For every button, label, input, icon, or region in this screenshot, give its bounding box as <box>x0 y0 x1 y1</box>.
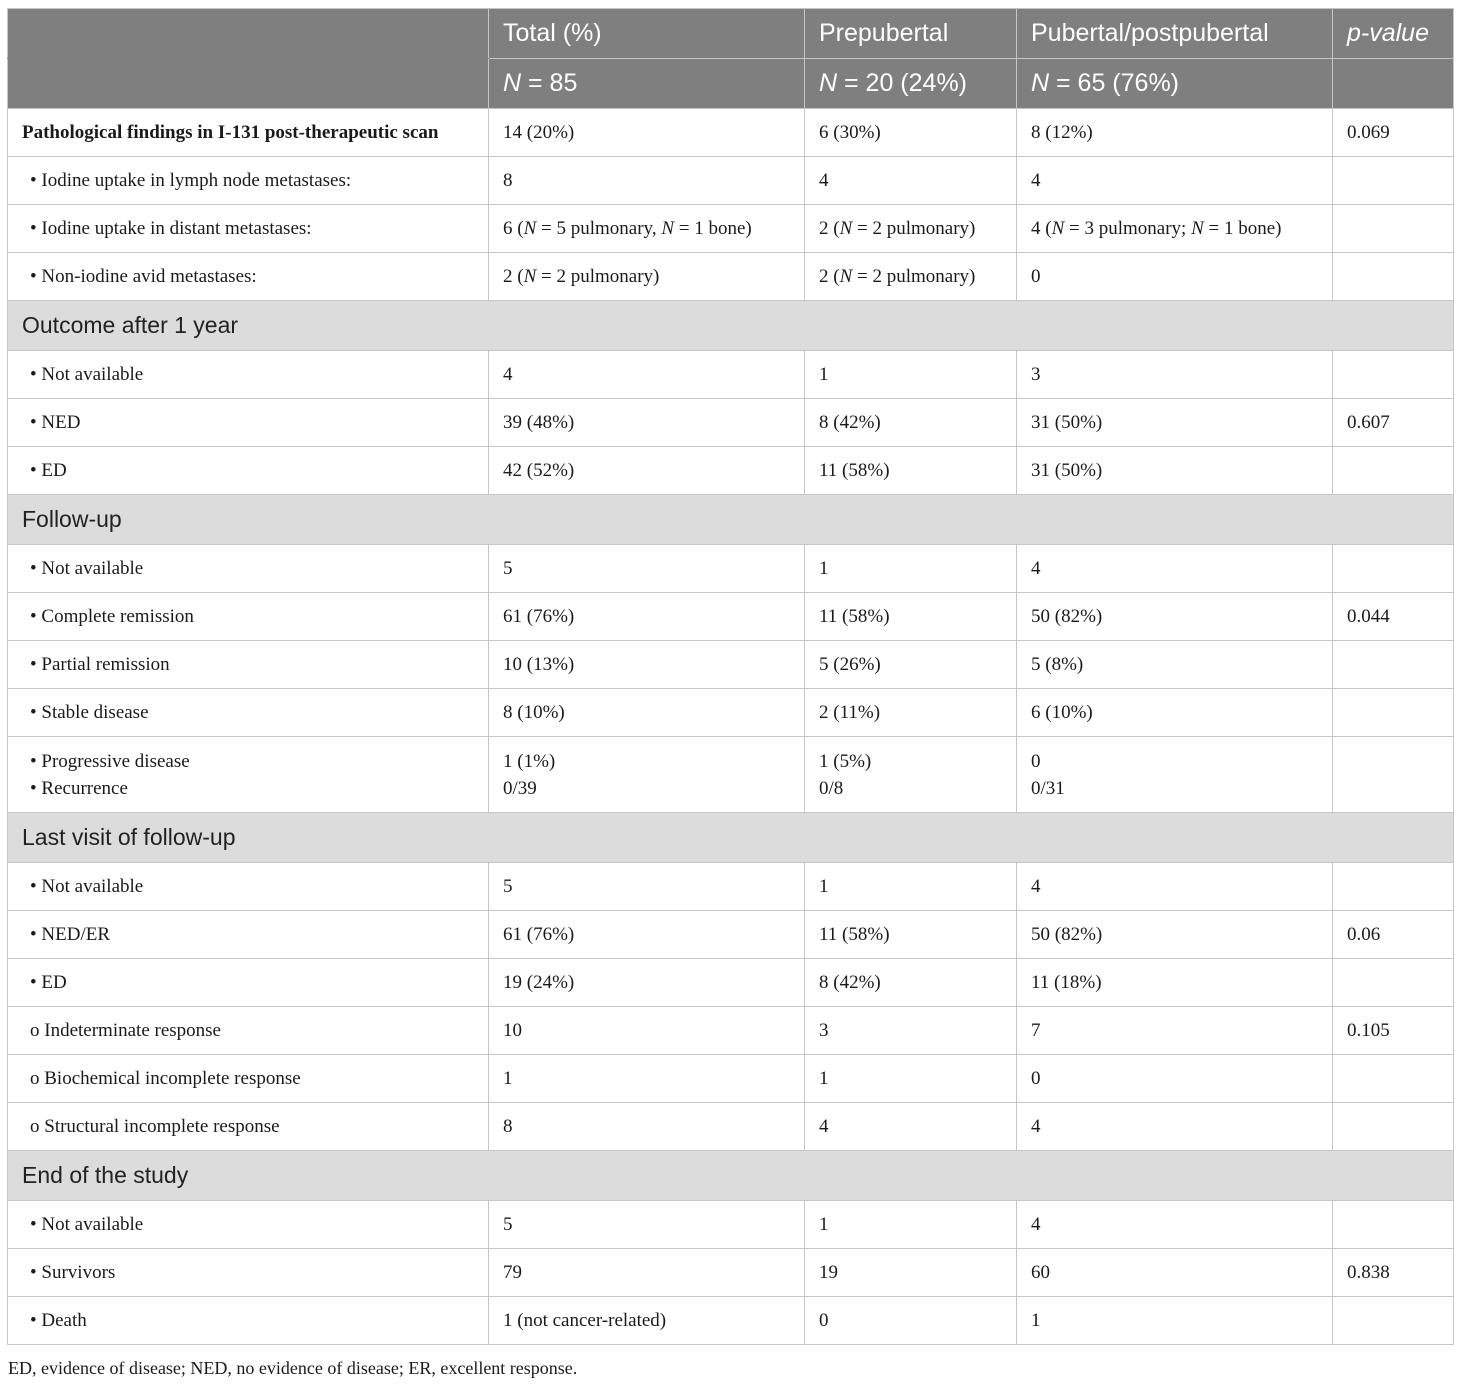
row-label <box>8 351 489 399</box>
cell-pvalue <box>1333 1297 1454 1345</box>
cell-pvalue <box>1333 863 1454 911</box>
row-label <box>8 911 489 959</box>
row-label-text: • Not available <box>30 875 144 897</box>
cell-prepubertal: 4 <box>805 1103 1017 1151</box>
row-label <box>8 1103 489 1151</box>
section-title: Outcome after 1 year <box>8 301 1454 351</box>
row-label-text: • ED <box>30 971 67 993</box>
header-pubertal-n: N = 65 (76%) <box>1017 59 1333 109</box>
cell-prepubertal: 19 <box>805 1249 1017 1297</box>
cell-prepubertal: 1 <box>805 351 1017 399</box>
cell-prepubertal: 11 (58%) <box>805 593 1017 641</box>
row-label-text-2: • Recurrence <box>30 777 128 799</box>
cell-prepubertal <box>805 737 1017 813</box>
row-label: Pathological findings in I-131 post-therapeutic scan <box>8 109 489 157</box>
section-title: End of the study <box>8 1151 1454 1201</box>
cell-pubertal: 4 (N = 3 pulmonary; N = 1 bone) <box>1017 205 1333 253</box>
table-row <box>8 157 1454 205</box>
table-row <box>8 1103 1454 1151</box>
cell-pvalue: 0.069 <box>1333 109 1454 157</box>
row-label-text: • Survivors <box>30 1261 116 1283</box>
cell-prepubertal: 11 (58%) <box>805 447 1017 495</box>
cell-prepubertal: 1 <box>805 545 1017 593</box>
cell-total-line1: 1 (1%) <box>503 750 556 772</box>
row-label-text: • Partial remission <box>30 653 170 675</box>
table-row <box>8 351 1454 399</box>
cell-pvalue <box>1333 545 1454 593</box>
cell-prepubertal: 4 <box>805 157 1017 205</box>
table-row <box>8 593 1454 641</box>
table-row <box>8 863 1454 911</box>
table-body <box>8 109 1454 1345</box>
header-total-n: N = 85 <box>489 59 805 109</box>
cell-pubertal: 4 <box>1017 863 1333 911</box>
row-label <box>8 641 489 689</box>
header-row-titles <box>8 9 1454 59</box>
cell-prepubertal: 6 (30%) <box>805 109 1017 157</box>
row-label <box>8 399 489 447</box>
row-label <box>8 737 489 813</box>
table-row <box>8 1055 1454 1103</box>
cell-total: 1 <box>489 1055 805 1103</box>
cell-pvalue: 0.06 <box>1333 911 1454 959</box>
cell-pvalue <box>1333 959 1454 1007</box>
cell-prepubertal: 5 (26%) <box>805 641 1017 689</box>
header-prepubertal-n: N = 20 (24%) <box>805 59 1017 109</box>
table-row <box>8 1297 1454 1345</box>
header-blank <box>8 9 489 59</box>
cell-pubertal: 0 <box>1017 253 1333 301</box>
row-label-text: • Iodine uptake in distant metastases: <box>30 217 312 239</box>
cell-prepubertal: 8 (42%) <box>805 959 1017 1007</box>
header-pvalue <box>1333 9 1454 59</box>
cell-pubertal <box>1017 737 1333 813</box>
cell-total: 5 <box>489 545 805 593</box>
cell-prepubertal: 1 <box>805 863 1017 911</box>
row-label-text: o Indeterminate response <box>30 1019 221 1041</box>
row-label-text: • ED <box>30 459 67 481</box>
cell-total: 2 (N = 2 pulmonary) <box>489 253 805 301</box>
table-row <box>8 1201 1454 1249</box>
cell-pubertal: 60 <box>1017 1249 1333 1297</box>
cell-pvalue: 0.044 <box>1333 593 1454 641</box>
cell-total: 5 <box>489 1201 805 1249</box>
header-pvalue-text: p-value <box>1347 19 1429 47</box>
cell-total: 8 <box>489 1103 805 1151</box>
cell-pubertal: 7 <box>1017 1007 1333 1055</box>
cell-pubertal: 31 (50%) <box>1017 447 1333 495</box>
cell-total: 8 <box>489 157 805 205</box>
section-row-outcome <box>8 301 1454 351</box>
cell-prepubertal-line1: 1 (5%) <box>819 750 872 772</box>
cell-pubertal: 4 <box>1017 545 1333 593</box>
cell-total: 14 (20%) <box>489 109 805 157</box>
table-row <box>8 689 1454 737</box>
cell-pubertal: 0 <box>1017 1055 1333 1103</box>
header-blank-2 <box>8 59 489 109</box>
header-pubertal: Pubertal/postpubertal <box>1017 9 1333 59</box>
table-row <box>8 205 1454 253</box>
row-label-text: • Progressive disease <box>30 750 190 772</box>
section-title: Follow-up <box>8 495 1454 545</box>
cell-total: 6 (N = 5 pulmonary, N = 1 bone) <box>489 205 805 253</box>
cell-pvalue: 0.105 <box>1333 1007 1454 1055</box>
table-footnote: ED, evidence of disease; NED, no evidence of disease; ER, excellent response. <box>8 1358 578 1378</box>
cell-pvalue <box>1333 1201 1454 1249</box>
cell-pvalue <box>1333 689 1454 737</box>
row-label <box>8 1249 489 1297</box>
cell-total: 8 (10%) <box>489 689 805 737</box>
table-row <box>8 737 1454 813</box>
row-label-text: • NED/ER <box>30 923 111 945</box>
outcome-table <box>7 8 1454 1345</box>
cell-prepubertal: 3 <box>805 1007 1017 1055</box>
table-row <box>8 1249 1454 1297</box>
row-label-text: • Not available <box>30 1213 144 1235</box>
table-row <box>8 959 1454 1007</box>
cell-pubertal: 4 <box>1017 1201 1333 1249</box>
cell-pubertal: 5 (8%) <box>1017 641 1333 689</box>
cell-total-line2: 0/39 <box>503 777 537 799</box>
row-label-text: • NED <box>30 411 81 433</box>
cell-pubertal: 4 <box>1017 1103 1333 1151</box>
section-row-followup <box>8 495 1454 545</box>
cell-pubertal: 1 <box>1017 1297 1333 1345</box>
cell-pubertal: 3 <box>1017 351 1333 399</box>
cell-pvalue <box>1333 641 1454 689</box>
table-row <box>8 109 1454 157</box>
cell-pubertal: 50 (82%) <box>1017 911 1333 959</box>
cell-total: 1 (not cancer-related) <box>489 1297 805 1345</box>
table-row <box>8 545 1454 593</box>
table-row <box>8 641 1454 689</box>
cell-total: 42 (52%) <box>489 447 805 495</box>
table-row <box>8 911 1454 959</box>
row-label <box>8 1007 489 1055</box>
row-label-text: • Death <box>30 1309 87 1331</box>
row-label-text: • Not available <box>30 363 144 385</box>
cell-pubertal: 11 (18%) <box>1017 959 1333 1007</box>
cell-total: 4 <box>489 351 805 399</box>
row-label <box>8 447 489 495</box>
cell-pvalue <box>1333 157 1454 205</box>
cell-pubertal: 4 <box>1017 157 1333 205</box>
cell-pvalue <box>1333 205 1454 253</box>
cell-total: 5 <box>489 863 805 911</box>
cell-total: 61 (76%) <box>489 593 805 641</box>
cell-pubertal-line1: 0 <box>1031 750 1041 772</box>
row-label <box>8 1297 489 1345</box>
cell-pubertal: 50 (82%) <box>1017 593 1333 641</box>
row-label <box>8 253 489 301</box>
cell-pubertal: 6 (10%) <box>1017 689 1333 737</box>
cell-total: 79 <box>489 1249 805 1297</box>
cell-prepubertal: 1 <box>805 1201 1017 1249</box>
header-total: Total (%) <box>489 9 805 59</box>
table-row <box>8 399 1454 447</box>
row-label-text: • Non-iodine avid metastases: <box>30 265 257 287</box>
cell-prepubertal: 2 (N = 2 pulmonary) <box>805 205 1017 253</box>
cell-pvalue: 0.838 <box>1333 1249 1454 1297</box>
cell-pvalue: 0.607 <box>1333 399 1454 447</box>
section-row-last-visit <box>8 813 1454 863</box>
row-label <box>8 863 489 911</box>
cell-prepubertal-line2: 0/8 <box>819 777 844 799</box>
row-label-text: o Structural incomplete response <box>30 1115 280 1137</box>
cell-pvalue <box>1333 1055 1454 1103</box>
cell-pvalue <box>1333 447 1454 495</box>
cell-total: 61 (76%) <box>489 911 805 959</box>
table-row <box>8 1007 1454 1055</box>
cell-prepubertal: 2 (11%) <box>805 689 1017 737</box>
cell-pubertal: 8 (12%) <box>1017 109 1333 157</box>
cell-prepubertal: 1 <box>805 1055 1017 1103</box>
cell-pubertal: 31 (50%) <box>1017 399 1333 447</box>
row-label <box>8 545 489 593</box>
row-label-text: • Iodine uptake in lymph node metastases: <box>30 169 352 191</box>
cell-prepubertal: 8 (42%) <box>805 399 1017 447</box>
cell-pvalue <box>1333 351 1454 399</box>
cell-total: 39 (48%) <box>489 399 805 447</box>
cell-prepubertal: 2 (N = 2 pulmonary) <box>805 253 1017 301</box>
row-label <box>8 157 489 205</box>
cell-total: 10 (13%) <box>489 641 805 689</box>
row-label <box>8 593 489 641</box>
table-row <box>8 447 1454 495</box>
row-label <box>8 689 489 737</box>
table-header <box>8 9 1454 109</box>
table-row <box>8 253 1454 301</box>
section-title: Last visit of follow-up <box>8 813 1454 863</box>
cell-total: 10 <box>489 1007 805 1055</box>
cell-total: 19 (24%) <box>489 959 805 1007</box>
row-label-text: o Biochemical incomplete response <box>30 1067 301 1089</box>
cell-pvalue <box>1333 1103 1454 1151</box>
row-label-text: • Stable disease <box>30 701 149 723</box>
cell-prepubertal: 0 <box>805 1297 1017 1345</box>
header-row-n <box>8 59 1454 109</box>
cell-pubertal-line2: 0/31 <box>1031 777 1065 799</box>
cell-total <box>489 737 805 813</box>
row-label <box>8 1055 489 1103</box>
row-label <box>8 205 489 253</box>
section-row-end-of-study <box>8 1151 1454 1201</box>
cell-prepubertal: 11 (58%) <box>805 911 1017 959</box>
header-prepubertal: Prepubertal <box>805 9 1017 59</box>
header-pvalue-n <box>1333 59 1454 109</box>
row-label <box>8 959 489 1007</box>
row-label <box>8 1201 489 1249</box>
cell-pvalue <box>1333 737 1454 813</box>
row-label-text: • Complete remission <box>30 605 194 627</box>
cell-pvalue <box>1333 253 1454 301</box>
row-label-text: • Not available <box>30 557 144 579</box>
